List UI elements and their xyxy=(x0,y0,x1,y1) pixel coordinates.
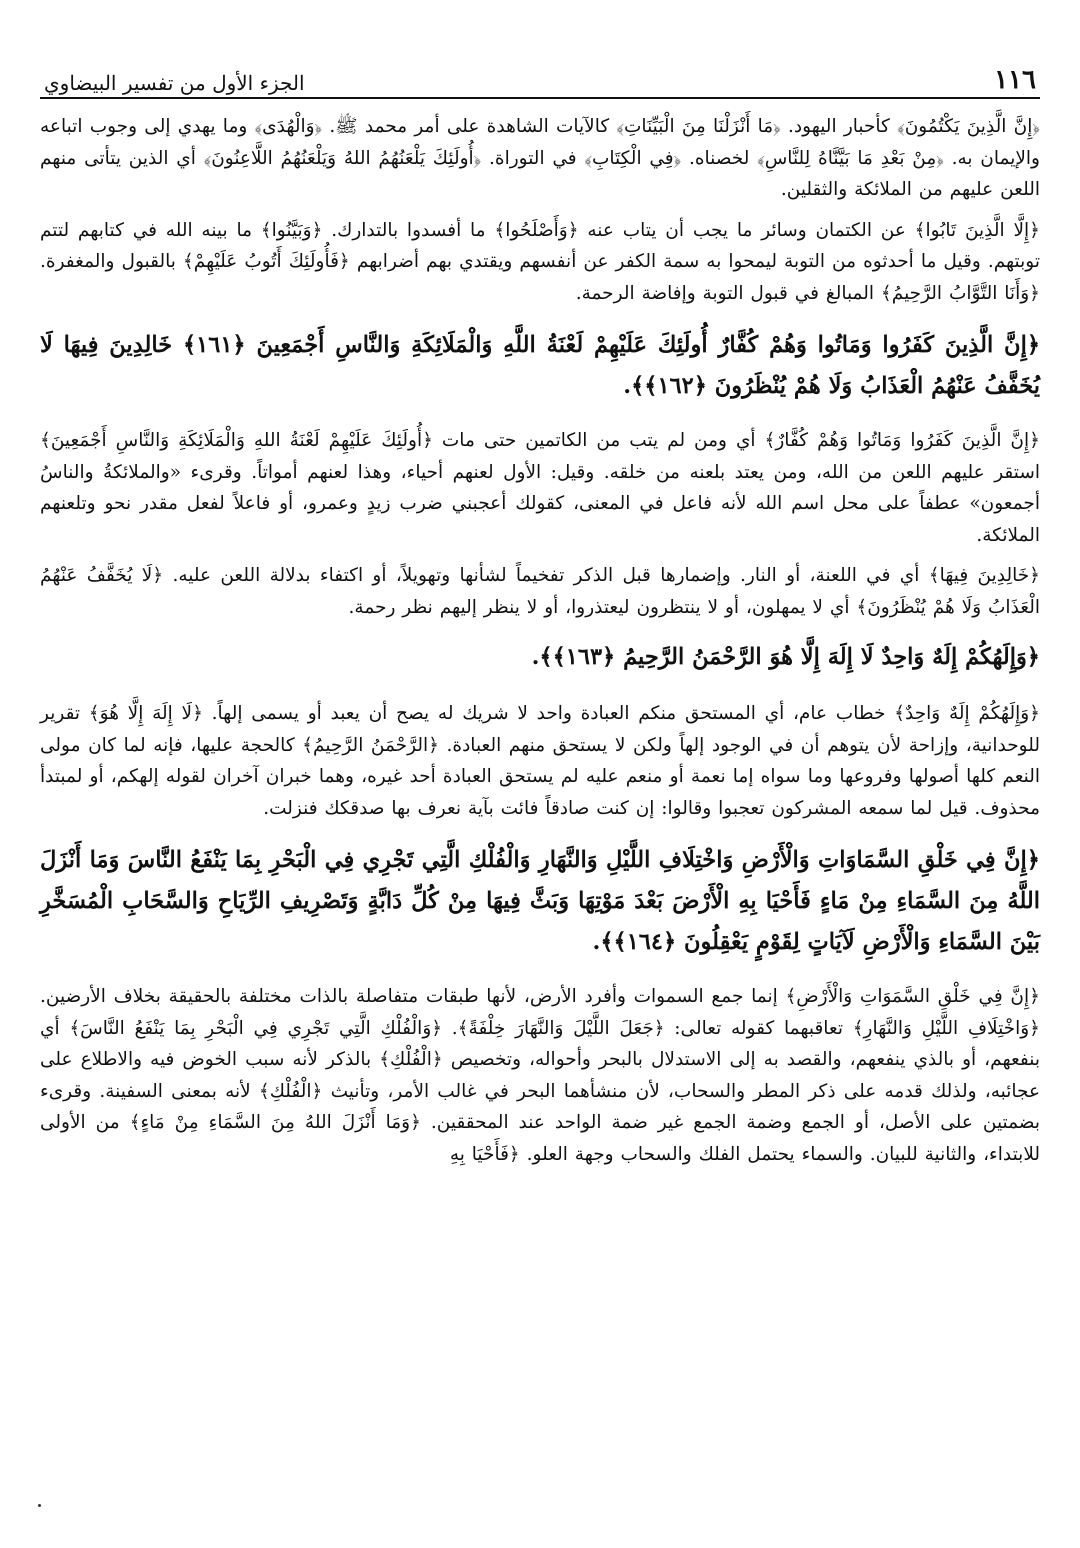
commentary-paragraph: ﴿إِنَّ فِي خَلْقِ السَّمَوَاتِ وَالْأَرْضِ﴾ إنما جمع السموات وأفرد الأرض، لأنها طبقات متفاصلة بالذات مختلفة بالحقيقة بخلاف الأرضين. ﴿وَاخْتِلَافِ اللَّيْلِ وَالنَّهَارِ﴾ تعاقبهما كقوله تعالى: ﴿جَعَلَ اللَّيْلَ وَالنَّهَارَ خِلْفَةً﴾. ﴿وَالْفُلْكِ الَّتِي تَجْرِي فِي الْبَحْرِ بِمَا يَنْفَعُ النَّاسَ﴾ أي بنفعهم، أو بالذي ينفعهم، والقصد به إلى الاستدلال بالبحر وأحواله، وتخصيص ﴿الْفُلْكِ﴾ بالذكر لأنه سبب الخوض فيه والاطلاع على عجائبه، ولذلك قدمه على ذكر المطر والسحاب، لأن منشأهما البحر في غالب الأمر، وتأنيث ﴿الْفُلْكِ﴾ لأنه بمعنى السفينة. وقرىء بضمتين على الأصل، أو الجمع وضمة الجمع غير ضمة الواحد عند المحققين. ﴿وَمَا أَنْزَلَ اللهُ مِنَ السَّمَاءِ مِنْ مَاءٍ﴾ من الأولى للابتداء، والثانية للبيان. والسماء يحتمل الفلك والسحاب وجهة العلو. ﴿فَأَحْيَا بِهِ xyxy=(40,986,1040,1165)
commentary-paragraph: ﴿وَإِلَهُكُمْ إِلَهٌ وَاحِدٌ﴾ خطاب عام، أي المستحق منكم العبادة واحد لا شريك له يصح أن يعبد أو يسمى إلهاً. ﴿لَا إِلَهَ إِلَّا هُوَ﴾ تقرير للوحدانية، وإزاحة لأن يتوهم أن في الوجود إلهاً ولكن لا يستحق منهم العبادة. ﴿الرَّحْمَنُ الرَّحِيمُ﴾ كالحجة عليها، فإنه لما كان مولى النعم كلها أصولها وفروعها وما سواه إما نعمة أو منعم عليه لم يستحق العبادة أحد غيره، وهما خبران آخران لقوله إلهكم، أو لمبتدأ محذوف. قيل لما سمعه المشركون تعجبوا وقالوا: إن كنت صادقاً فائت بآية نعرف بها صدقكك فنزلت. xyxy=(40,703,1040,819)
quran-verse: ﴿وَإِلَهُكُمْ إِلَهٌ وَاحِدٌ لَا إِلَهَ إِلَّا هُوَ الرَّحْمَنُ الرَّحِيمُ ﴿١٦٣﴾﴾. xyxy=(531,644,1040,670)
commentary-paragraph: ﴿إِنَّ الَّذِينَ كَفَرُوا وَمَاتُوا وَهُمْ كُفَّارٌ﴾ أي ومن لم يتب من الكاتمين حتى مات ﴿أُولَئِكَ عَلَيْهِمْ لَعْنَةُ اللهِ وَالْمَلَائِكَةِ وَالنَّاسِ أَجْمَعِينَ﴾ استقر عليهم اللعن من الله، ومن يعتد بلعنه من خلقه. وقيل: الأول لعنهم أحياء، وهذا لعنهم أمواتاً. وقرىء «والملائكةُ والناسُ أجمعون» عطفاً على محل اسم الله لأنه فاعل في المعنى، كقولك أعجبني ضرب زيدٍ وعمرو، أو فاعلاً لفعل مقدر نحو وتلعنهم الملائكة. xyxy=(40,430,1040,546)
commentary-paragraph: ﴿إِلَّا الَّذِينَ تَابُوا﴾ عن الكتمان وسائر ما يجب أن يتاب عنه ﴿وَأَصْلَحُوا﴾ ما أفسدوا بالتدارك. ﴿وَبَيَّنُوا﴾ ما بينه الله في كتابهم لتتم توبتهم. وقيل ما أحدثوه من التوبة ليمحوا به سمة الكفر عن أنفسهم ويقتدي بهم أضرابهم ﴿فَأُولَئِكَ أَتُوبُ عَلَيْهِمْ﴾ بالقبول والمغفرة. ﴿وَأَنَا التَّوَّابُ الرَّحِيمُ﴾ المبالغ في قبول التوبة وإفاضة الرحمة. xyxy=(40,219,1040,304)
commentary-paragraph: ﴿إِنَّ الَّذِينَ يَكْتُمُونَ﴾ كأحبار اليهود. ﴿مَا أَنْزَلْنَا مِنَ الْبَيِّنَاتِ﴾ كالآيات الشاهدة على أمر محمد ﷺ. ﴿وَالْهُدَى﴾ وما يهدي إلى وجوب اتباعه والإيمان به. ﴿مِنْ بَعْدِ مَا بَيَّنَّاهُ لِلنَّاسِ﴾ لخصناه. ﴿فِي الْكِتَابِ﴾ في التوراة. ﴿أُولَئِكَ يَلْعَنُهُمُ اللهُ وَيَلْعَنُهُمُ اللَّاعِنُونَ﴾ أي الذين يتأتى منهم اللعن عليهم من الملائكة والثقلين. xyxy=(40,116,1040,200)
page-number: ١١٦ xyxy=(994,65,1036,95)
page-content xyxy=(40,111,1040,1170)
scan-speck xyxy=(38,1504,41,1507)
running-title: الجزء الأول من تفسير البيضاوي xyxy=(44,71,305,95)
quran-verse: ﴿إِنَّ فِي خَلْقِ السَّمَاوَاتِ وَالْأَرْضِ وَاخْتِلَافِ اللَّيْلِ وَالنَّهَارِ وَالْفُلْكِ الَّتِي تَجْرِي فِي الْبَحْرِ بِمَا يَنْفَعُ النَّاسَ وَمَا أَنْزَلَ اللَّهُ مِنَ السَّمَاءِ مِنْ مَاءٍ فَأَحْيَا بِهِ الْأَرْضَ بَعْدَ مَوْتِهَا وَبَثَّ فِيهَا مِنْ كُلِّ دَابَّةٍ وَتَصْرِيفِ الرِّيَاحِ وَالسَّحَابِ الْمُسَخَّرِ بَيْنَ السَّمَاءِ وَالْأَرْضِ لَآيَاتٍ لِقَوْمٍ يَعْقِلُونَ ﴿١٦٤﴾﴾. xyxy=(40,847,1040,955)
document-page xyxy=(40,55,1040,1179)
commentary-paragraph: ﴿خَالِدِينَ فِيهَا﴾ أي في اللعنة، أو النار. وإضمارها قبل الذكر تفخيماً لشأنها وتهويلاً، أو اكتفاء بدلالة اللعن عليه. ﴿لَا يُخَفَّفُ عَنْهُمُ الْعَذَابُ وَلَا هُمْ يُنْظَرُونَ﴾ أي لا يمهلون، أو لا ينتظرون ليعتذروا، أو لا ينظر إليهم نظر رحمة. xyxy=(40,565,1040,618)
page-header xyxy=(40,55,1040,99)
quran-verse: ﴿إِنَّ الَّذِينَ كَفَرُوا وَمَاتُوا وَهُمْ كُفَّارٌ أُولَئِكَ عَلَيْهِمْ لَعْنَةُ اللَّهِ وَالْمَلَائِكَةِ وَالنَّاسِ أَجْمَعِينَ ﴿١٦١﴾ خَالِدِينَ فِيهَا لَا يُخَفَّفُ عَنْهُمُ الْعَذَابُ وَلَا هُمْ يُنْظَرُونَ ﴿١٦٢﴾﴾. xyxy=(40,332,1041,399)
